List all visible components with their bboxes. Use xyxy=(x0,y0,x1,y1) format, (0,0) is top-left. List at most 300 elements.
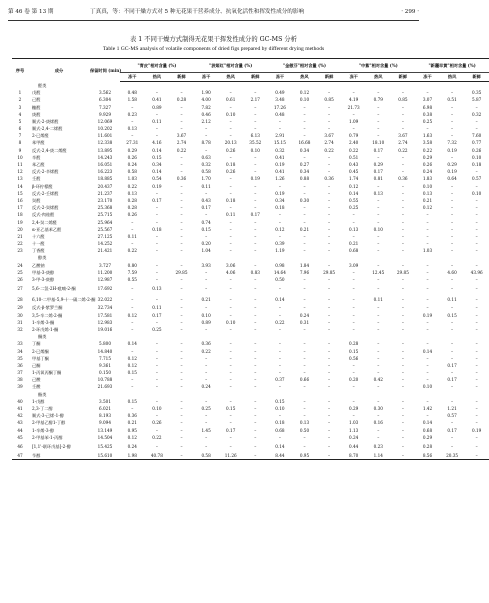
table-row xyxy=(12,89,489,96)
cell-value: 0.68 xyxy=(275,427,285,433)
cell-value: – xyxy=(377,398,380,404)
col-name-header: 成分 xyxy=(28,59,90,82)
cell-compound: 1-丙氧丙酮丁酮 xyxy=(32,370,62,376)
cell-value: – xyxy=(303,212,306,218)
cell-index: 7 xyxy=(18,133,22,139)
cell-value: – xyxy=(229,205,232,211)
cell-value: – xyxy=(180,169,183,175)
cell-value: – xyxy=(401,312,404,318)
cell-index: 41 xyxy=(17,406,23,412)
cell-value: 0.66 xyxy=(299,377,310,383)
cell-value: – xyxy=(475,370,478,376)
cell-value: – xyxy=(475,169,478,175)
cell-value: 0.14 xyxy=(127,341,137,347)
cell-index: 28 xyxy=(17,296,23,302)
cell-value: – xyxy=(155,296,158,302)
cell-value: – xyxy=(180,104,183,110)
table-row xyxy=(12,154,489,161)
cell-value: – xyxy=(205,355,208,361)
cell-value: – xyxy=(229,277,232,283)
cell-value: 0.10 xyxy=(275,406,285,412)
cell-value: – xyxy=(451,219,454,225)
table-row xyxy=(12,161,489,168)
cell-value: – xyxy=(426,241,429,247)
cell-value: 0.22 xyxy=(201,348,211,354)
cell-index: 45 xyxy=(17,434,23,440)
cell-value xyxy=(120,333,145,340)
cell-retention-time: 13.149 xyxy=(97,427,113,433)
cell-value: 2.40 xyxy=(349,140,359,146)
cell-value: – xyxy=(328,190,331,196)
cell-value: – xyxy=(180,341,183,347)
cell-value: 0.19 xyxy=(275,190,285,196)
cell-value xyxy=(292,333,317,340)
cell-compound: 庚醛 xyxy=(32,111,41,117)
cell-compound: 乙酸钠 xyxy=(32,262,45,268)
cell-value: – xyxy=(303,348,306,354)
cell-value: 8.44 xyxy=(268,452,293,460)
cell-value: 0.14 xyxy=(275,443,285,449)
cell-index xyxy=(12,82,28,90)
cell-compound: 丁酮 xyxy=(32,341,41,347)
cell-value: – xyxy=(401,262,404,268)
subheader-cell: 新鲜 xyxy=(169,73,194,82)
cell-value: – xyxy=(155,413,158,419)
cell-value: – xyxy=(278,362,281,368)
cell-value: – xyxy=(229,434,232,440)
cell-value: – xyxy=(254,319,257,325)
cell-value: – xyxy=(475,326,478,332)
cell-value: – xyxy=(317,452,342,460)
cell-value: 3.06 xyxy=(226,262,236,268)
cell-value: – xyxy=(155,377,158,383)
cell-value: – xyxy=(180,406,183,412)
cell-index: 30 xyxy=(17,312,23,318)
cell-retention-time: 14.840 xyxy=(97,348,113,354)
cell-value: – xyxy=(451,277,454,283)
cell-compound: 3-甲-3-庚醇 xyxy=(32,277,55,283)
table-row xyxy=(12,434,489,441)
cell-value: – xyxy=(155,233,158,239)
cell-value: – xyxy=(451,197,454,203)
cell-value: 2.12 xyxy=(201,118,211,124)
cell-value xyxy=(218,82,243,90)
cell-value: – xyxy=(180,233,183,239)
table-row xyxy=(12,276,489,283)
cell-value: – xyxy=(254,162,257,168)
table-row xyxy=(12,197,489,204)
cell-compound: 丁香醛 xyxy=(32,248,45,254)
cell-index: 33 xyxy=(17,341,23,347)
cell-value: – xyxy=(426,262,429,268)
cell-value: 0.50 xyxy=(299,427,310,433)
cell-compound: 2-环戊烯-1-酮 xyxy=(32,326,59,332)
cell-value: – xyxy=(451,133,454,139)
cell-value: – xyxy=(180,398,183,404)
cell-value: – xyxy=(426,90,429,96)
cell-value xyxy=(120,82,145,90)
class-heading-row xyxy=(12,391,489,398)
cell-value xyxy=(440,391,465,398)
cell-value: – xyxy=(205,443,208,449)
cell-value: – xyxy=(131,377,134,383)
cell-value: 0.10 xyxy=(373,226,383,232)
cell-value: 1.04 xyxy=(201,248,211,254)
cell-value: 0.63 xyxy=(201,154,211,160)
cell-value: – xyxy=(377,312,380,318)
cell-value: 3.67 xyxy=(176,133,187,139)
cell-value: – xyxy=(229,305,232,311)
cell-value: 3.48 xyxy=(275,97,285,103)
cell-value: – xyxy=(278,326,281,332)
cell-value: – xyxy=(303,305,306,311)
cell-value: – xyxy=(328,305,331,311)
cell-value: 0.24 xyxy=(422,169,433,175)
cell-retention-time: 27.125 xyxy=(97,233,113,239)
cell-value: – xyxy=(180,434,183,440)
cell-retention-time: 3.727 xyxy=(99,262,111,268)
cell-value: – xyxy=(426,219,429,225)
cell-value: – xyxy=(377,248,380,254)
cell-value: 43.96 xyxy=(470,269,483,275)
cell-value: – xyxy=(401,427,404,433)
cell-value: – xyxy=(451,118,454,124)
cell-value: – xyxy=(278,212,281,218)
cell-value: 0.31 xyxy=(299,319,310,325)
cell-index xyxy=(12,391,28,398)
cell-index: 22 xyxy=(17,241,23,247)
cell-value: – xyxy=(328,285,331,291)
cell-value: – xyxy=(328,406,331,412)
cell-value xyxy=(145,333,170,340)
cell-value: 0.10 xyxy=(422,183,433,189)
cell-value: 0.29 xyxy=(447,162,457,168)
cell-value: – xyxy=(401,126,404,132)
cell-value: – xyxy=(229,420,232,426)
subheader-cell: 冻干 xyxy=(415,73,440,82)
cell-value: – xyxy=(475,285,478,291)
cell-compound: 顺式-3-己烯-1-醇 xyxy=(32,413,64,419)
cell-value: – xyxy=(426,269,429,275)
cell-value: – xyxy=(475,341,478,347)
cell-value: – xyxy=(352,285,355,291)
cell-value: – xyxy=(180,296,183,302)
cell-value: – xyxy=(303,133,306,139)
cell-value xyxy=(366,255,391,262)
cell-index: 14 xyxy=(17,183,23,189)
cell-index: 23 xyxy=(17,248,23,254)
cell-value: 0.77 xyxy=(472,140,482,146)
cell-value xyxy=(341,255,366,262)
cell-value: – xyxy=(401,362,404,368)
cell-value: – xyxy=(155,370,158,376)
cell-value: – xyxy=(229,126,232,132)
cell-value: 4.06 xyxy=(226,269,236,275)
table-row xyxy=(12,384,489,391)
cell-value: 1.83 xyxy=(422,176,433,182)
running-header xyxy=(8,7,419,17)
cell-index: 21 xyxy=(17,233,23,239)
cell-compound: 苯甲醛 xyxy=(32,140,45,146)
cell-value: 0.21 xyxy=(201,296,211,302)
cell-value: 0.79 xyxy=(349,133,359,139)
table-row xyxy=(12,326,489,333)
cell-retention-time: 9.929 xyxy=(99,111,111,117)
cell-value: 0.10 xyxy=(152,406,162,412)
cell-value: 0.58 xyxy=(201,169,211,175)
cell-value: – xyxy=(377,277,380,283)
cell-value: – xyxy=(401,348,404,354)
cell-value: – xyxy=(475,219,478,225)
cell-value xyxy=(145,255,170,262)
cell-value: – xyxy=(451,398,454,404)
table-row xyxy=(12,283,489,294)
cell-value: – xyxy=(169,452,194,460)
cell-value: – xyxy=(377,219,380,225)
cell-value: – xyxy=(155,348,158,354)
cell-value: – xyxy=(303,248,306,254)
cell-index: 44 xyxy=(17,427,23,433)
cell-value: 0.21 xyxy=(349,241,359,247)
cell-value: – xyxy=(401,104,404,110)
cell-value: 7.32 xyxy=(447,140,457,146)
cell-value xyxy=(391,391,416,398)
cell-value: – xyxy=(328,262,331,268)
cell-value: – xyxy=(377,285,380,291)
cell-value xyxy=(415,333,440,340)
cell-value: 0.14 xyxy=(422,420,433,426)
table-row xyxy=(12,233,489,240)
cell-retention-time: 11.601 xyxy=(97,133,113,139)
cell-value: – xyxy=(180,305,183,311)
cell-value: 1.26 xyxy=(275,176,285,182)
cell-compound: 己酸 xyxy=(32,377,41,383)
cell-value: – xyxy=(131,285,134,291)
cell-value: – xyxy=(352,212,355,218)
cell-value: 3.67 xyxy=(398,133,408,139)
cell-value: – xyxy=(328,312,331,318)
cell-value: 21.73 xyxy=(347,104,360,110)
cell-value: – xyxy=(377,126,380,132)
cell-value: – xyxy=(475,443,478,449)
cell-value: 40.78 xyxy=(145,452,170,460)
cell-value: – xyxy=(155,384,158,390)
cell-value: 0.21 xyxy=(127,420,137,426)
cell-value: 4.19 xyxy=(349,97,359,103)
cell-value: 0.34 xyxy=(152,162,162,168)
cell-value: – xyxy=(475,413,478,419)
header-rule xyxy=(8,20,419,21)
cell-value: – xyxy=(303,384,306,390)
cell-value: – xyxy=(278,370,281,376)
cell-retention-time: 32.734 xyxy=(97,305,113,311)
cell-index: 11 xyxy=(17,162,23,168)
cell-value: 0.11 xyxy=(127,233,137,239)
cell-value: – xyxy=(254,312,257,318)
cell-index: 38 xyxy=(17,377,23,383)
cell-value: 0.24 xyxy=(127,443,137,449)
cell-value: 0.95 xyxy=(127,427,137,433)
cell-value: 0.15 xyxy=(201,226,211,232)
cell-compound: 1-戊醇 xyxy=(32,398,45,404)
cell-value xyxy=(218,255,243,262)
cell-compound: 壬酸 xyxy=(32,384,41,390)
cell-value: 0.22 xyxy=(398,147,408,153)
cell-compound: 酯类 xyxy=(38,391,47,397)
cell-retention-time: 20.437 xyxy=(97,183,113,189)
cell-value: – xyxy=(451,305,454,311)
table-row xyxy=(12,369,489,376)
cell-value: 0.36 xyxy=(176,176,187,182)
cell-value: – xyxy=(401,285,404,291)
cell-value: – xyxy=(205,133,208,139)
cell-value: 0.37 xyxy=(275,377,285,383)
cell-value: 0.85 xyxy=(324,97,334,103)
cell-value: – xyxy=(352,319,355,325)
cell-value xyxy=(464,255,489,262)
cell-value: – xyxy=(229,341,232,347)
cell-value: – xyxy=(303,126,306,132)
cell-value: – xyxy=(229,355,232,361)
cell-value: 0.22 xyxy=(176,147,187,153)
cell-value: – xyxy=(401,111,404,117)
cell-value: – xyxy=(254,326,257,332)
table-row xyxy=(12,183,489,190)
cell-compound: 苯乙醛 xyxy=(32,162,45,168)
cell-value: – xyxy=(205,377,208,383)
cell-value: 0.17 xyxy=(201,205,211,211)
cell-value: – xyxy=(205,326,208,332)
cell-value: 0.11 xyxy=(447,296,457,302)
cell-value: 0.26 xyxy=(127,154,137,160)
cell-value: – xyxy=(401,434,404,440)
cell-index: 35 xyxy=(17,355,23,361)
cell-value: – xyxy=(401,398,404,404)
cell-value: 0.36 xyxy=(324,176,334,182)
cell-value: – xyxy=(229,362,232,368)
cell-value: 0.14 xyxy=(275,296,285,302)
cell-value: – xyxy=(303,326,306,332)
cell-value: 7.96 xyxy=(299,269,310,275)
cell-value: 0.10 xyxy=(472,190,482,196)
cell-value: – xyxy=(451,205,454,211)
cell-value: 0.45 xyxy=(349,169,359,175)
cell-value: 8.56 xyxy=(415,452,440,460)
cell-value: 0.12 xyxy=(127,355,137,361)
cell-value: – xyxy=(352,362,355,368)
cell-value: – xyxy=(475,248,478,254)
cell-index: 13 xyxy=(17,176,23,182)
cell-value: – xyxy=(451,326,454,332)
cell-value: – xyxy=(328,319,331,325)
cell-value xyxy=(317,255,342,262)
cell-value: 0.28 xyxy=(176,97,187,103)
cell-compound: 甲基丁酮 xyxy=(32,355,49,361)
cell-value: 0.30 xyxy=(373,406,383,412)
cell-value: – xyxy=(451,248,454,254)
cell-value: 0.27 xyxy=(299,162,310,168)
cell-value: – xyxy=(254,348,257,354)
table-row xyxy=(12,340,489,347)
cell-value: – xyxy=(155,427,158,433)
cell-value: 0.11 xyxy=(373,296,383,302)
cell-retention-time xyxy=(90,255,120,262)
cell-value: 0.14 xyxy=(152,147,162,153)
subheader-cell: 冻干 xyxy=(194,73,219,82)
cell-value: 20.13 xyxy=(224,140,237,146)
table-row xyxy=(12,304,489,311)
cell-value: 1.03 xyxy=(422,248,433,254)
cell-value: 35.52 xyxy=(249,140,262,146)
cell-value: – xyxy=(303,241,306,247)
cell-value: – xyxy=(377,154,380,160)
gcms-table-wrapper xyxy=(12,58,483,460)
cell-value: – xyxy=(180,362,183,368)
cell-value: – xyxy=(328,241,331,247)
cell-value: – xyxy=(229,312,232,318)
cell-value: – xyxy=(391,452,416,460)
cell-value: 0.19 xyxy=(447,147,457,153)
cell-value: – xyxy=(303,233,306,239)
subheader-cell: 冻干 xyxy=(120,73,145,82)
cell-value: – xyxy=(328,277,331,283)
cell-value: – xyxy=(426,370,429,376)
cell-value: – xyxy=(426,285,429,291)
cell-value: 0.85 xyxy=(398,97,408,103)
cell-retention-time: 15.425 xyxy=(97,443,113,449)
cell-value xyxy=(268,333,293,340)
cell-retention-time: 7.715 xyxy=(99,355,111,361)
cell-compound: 顺式-2-庚烯醛 xyxy=(32,118,59,124)
cell-value: 3.07 xyxy=(422,97,433,103)
cell-value xyxy=(341,391,366,398)
cell-value: 4.60 xyxy=(447,269,457,275)
cell-value: – xyxy=(401,169,404,175)
cell-value: – xyxy=(377,118,380,124)
cell-value: – xyxy=(229,233,232,239)
cell-value: 0.58 xyxy=(127,169,137,175)
cell-value: – xyxy=(229,190,232,196)
cell-value: 0.10 xyxy=(226,319,236,325)
cell-value: 18.10 xyxy=(372,140,385,146)
cell-value: – xyxy=(254,118,257,124)
cell-value: 0.57 xyxy=(472,176,482,182)
cell-value: 1.13 xyxy=(349,427,359,433)
cell-value: – xyxy=(451,154,454,160)
cell-retention-time: 25.964 xyxy=(97,219,113,225)
cell-value: – xyxy=(180,248,183,254)
cell-value: – xyxy=(229,183,232,189)
cell-value: – xyxy=(155,90,158,96)
cell-value: 0.26 xyxy=(226,169,236,175)
cell-value: – xyxy=(401,420,404,426)
cell-value: – xyxy=(352,370,355,376)
cell-compound: 癸醛 xyxy=(32,197,41,203)
cell-value: 0.13 xyxy=(299,420,310,426)
table-row xyxy=(12,111,489,118)
cell-compound: 1-辛烯-3-酮 xyxy=(32,319,55,325)
group-header: "金傲芬"相对含量 (%) xyxy=(268,59,342,73)
cell-retention-time: 32.022 xyxy=(97,296,113,302)
cell-value: 0.17 xyxy=(373,169,383,175)
table-row xyxy=(12,376,489,383)
cell-value: – xyxy=(303,285,306,291)
cell-value: 7.82 xyxy=(201,104,211,110)
col-rt-header: 保留时间 (min) xyxy=(90,59,120,82)
cell-value: – xyxy=(229,348,232,354)
cell-value: – xyxy=(352,312,355,318)
cell-value: – xyxy=(278,312,281,318)
